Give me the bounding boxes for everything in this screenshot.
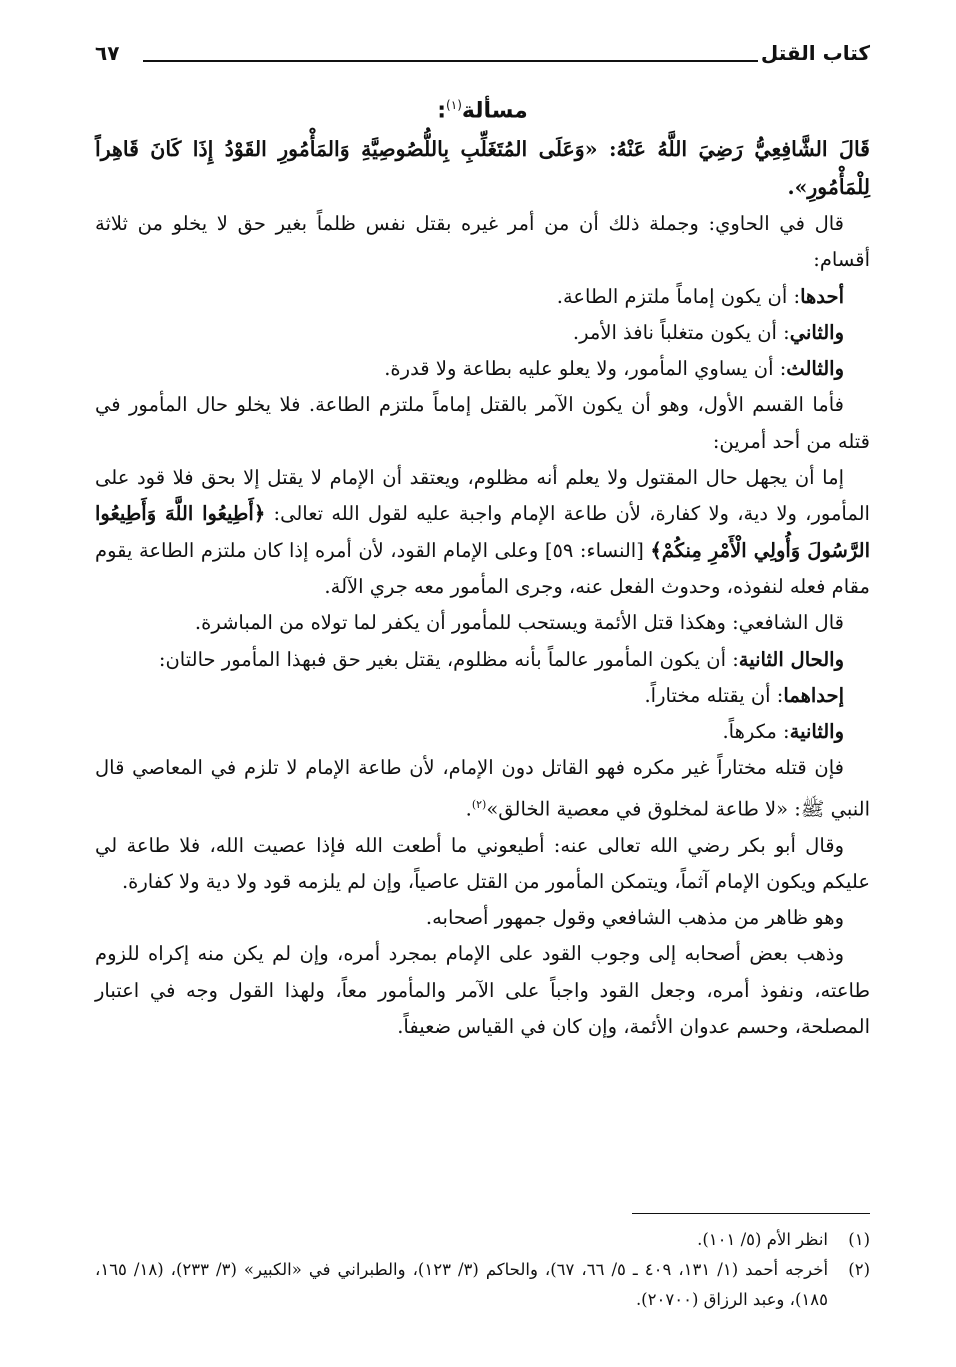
- paragraph-first-case: [95, 279, 870, 315]
- book-title: كتاب القتل: [760, 41, 870, 65]
- issue-heading-suffix: :: [437, 98, 447, 124]
- paragraph-state-one: [95, 678, 870, 714]
- footnote-1: [95, 1225, 870, 1255]
- paragraph-shafii-saying: قال الشافعي: وهكذا قتل الأئمة ويستحب للمأمور أن يكفر لما تولاه من المباشرة.: [194, 611, 844, 635]
- paragraph-voluntary-killing: [95, 750, 870, 827]
- footnote-number: (١): [848, 1230, 870, 1249]
- term-second-state: والحال الثانية: [738, 647, 844, 671]
- second-case-text: : أن يكون متغلباً نافذ الأمر.: [572, 320, 790, 344]
- paragraph-abu-bakr: وقال أبو بكر رضي الله تعالى عنه: أطيعوني ما أطعت الله فإذا عصيت الله، فلا طاعة لي عليكم ويكون الإمام آثماً، ويتمكن المأمور من القتل عاصياً، وإن لم يلزمه قود ولا دية ولا كفارة.: [95, 833, 870, 893]
- paragraph-first-section: فأما القسم الأول، وهو أن يكون الآمر بالقتل إماماً ملتزم الطاعة. فلا يخلو حال المأمور في قتله من أحد أمرين:: [95, 393, 870, 453]
- voluntary-killing-end: .: [465, 797, 472, 821]
- footnote-number: (٢): [848, 1260, 870, 1279]
- footnote-ref-1[interactable]: (١): [446, 98, 462, 112]
- term-one-of-them: إحداهما: [783, 683, 844, 707]
- running-header: [95, 38, 870, 74]
- first-case-text: : أن يكون إماماً ملتزم الطاعة.: [556, 284, 801, 308]
- issue-heading: [95, 88, 870, 128]
- main-text: [95, 130, 870, 1045]
- term-third: والثالث: [786, 357, 844, 381]
- book-page: [95, 30, 870, 1340]
- voluntary-killing-text: فإن قتله مختاراً غير مكره فهو القاتل دون الإمام، لأن طاعة الإمام لا تلزم في المعاصي قال النبي ﷺ: «لا طاعة لمخلوق في معصية الخالق»: [95, 756, 870, 821]
- term-second: والثاني: [789, 320, 844, 344]
- issue-heading-title: مسألة: [461, 98, 528, 124]
- header-rule: [143, 60, 758, 62]
- paragraph-madhhab: وهو ظاهر من مذهب الشافعي وقول جمهور أصحابه.: [425, 906, 844, 930]
- quran-verse: ﴿أَطِيعُوا اللَّهَ وَأَطِيعُوا الرَّسُولَ وَأُولِي الْأَمْرِ مِنكُمْ﴾: [95, 502, 870, 562]
- footnote-text: انظر الأم (٥/ ١٠١).: [697, 1230, 828, 1249]
- state-one-text: : أن يقتله مختاراً.: [644, 683, 784, 707]
- paragraph-second-state: [95, 642, 870, 678]
- third-case-text: : أن يساوي المأمور، ولا يعلو عليه بطاعة ولا قدرة.: [384, 357, 787, 381]
- term-first: أحدها: [800, 284, 844, 308]
- paragraph-other-opinion: وذهب بعض أصحابه إلى وجوب القود على الإمام بمجرد أمره، وإن لم يكن منه إكراه للزوم طاعته، ونفوذ أمره، وجعل القود واجباً على الآمر والمأمور معاً، ولهذا القول وجه في اعتبار المصلحة، وحسم عدوان الأئمة، وإن كان في القياس ضعيفاً.: [95, 942, 870, 1039]
- footnote-2: [95, 1255, 870, 1315]
- footnote-rule: [632, 1213, 870, 1214]
- paragraph-third-case: [95, 351, 870, 387]
- footnotes: [95, 1225, 870, 1315]
- term-second-of-them: والثانية: [789, 720, 844, 744]
- page-number: ٦٧: [95, 41, 120, 65]
- paragraph-1: قال في الحاوي: وجملة ذلك أن من أمر غيره بقتل نفس ظلماً بغير حق لا يخلو من ثلاثة أقسام:: [95, 212, 870, 272]
- paragraph-second-case: [95, 315, 870, 351]
- footnote-ref-2[interactable]: (٢): [471, 797, 487, 811]
- ignorant-case-text: إما أن يجهل حال المقتول ولا يعلم أنه مظلوم، ويعتقد أن الإمام لا يقتل إلا بحق فلا قود على المأمور، ولا دية، ولا كفارة، لأن طاعة الإمام واجبة عليه لقول الله تعالى:: [95, 466, 870, 526]
- paragraph-state-two: [95, 714, 870, 750]
- paragraph-ignorant-case: [95, 460, 870, 605]
- shafii-quote: قَالَ الشَّافِعِيُّ رَضِيَ اللَّهُ عَنْهُ: «وَعَلَى المُتَغَلِّبِ بِاللُّصُوصِيَّةِ وَالمَأْمُورِ القَوْدُ إِذَا كَانَ قَاهِراً لِلْمَأْمُورِ».: [95, 137, 870, 199]
- state-two-text: : مكرهاً.: [722, 720, 790, 744]
- footnote-text: أخرجه أحمد (١/ ١٣١، ٤٠٩ ـ ٥/ ٦٦، ٦٧)، والحاكم (٣/ ١٢٣)، والطبراني في «الكبير» (٣/ ٢٣٣)، (١٨/ ١٦٥، ١٨٥)، وعبد الرزاق (٢٠٧٠٠).: [95, 1260, 829, 1309]
- verse-citation-text: [النساء: ٥٩] وعلى الإمام القود، لأن أمره إذا كان ملتزم الطاعة يقوم مقام فعله لنفوذه، وحدوث الفعل عنه، وجرى المأمور معه جري الآلة.: [95, 538, 870, 598]
- second-state-text: : أن يكون المأمور عالماً بأنه مظلوم، يقتل بغير حق فبهذا المأمور حالتان:: [158, 647, 739, 671]
